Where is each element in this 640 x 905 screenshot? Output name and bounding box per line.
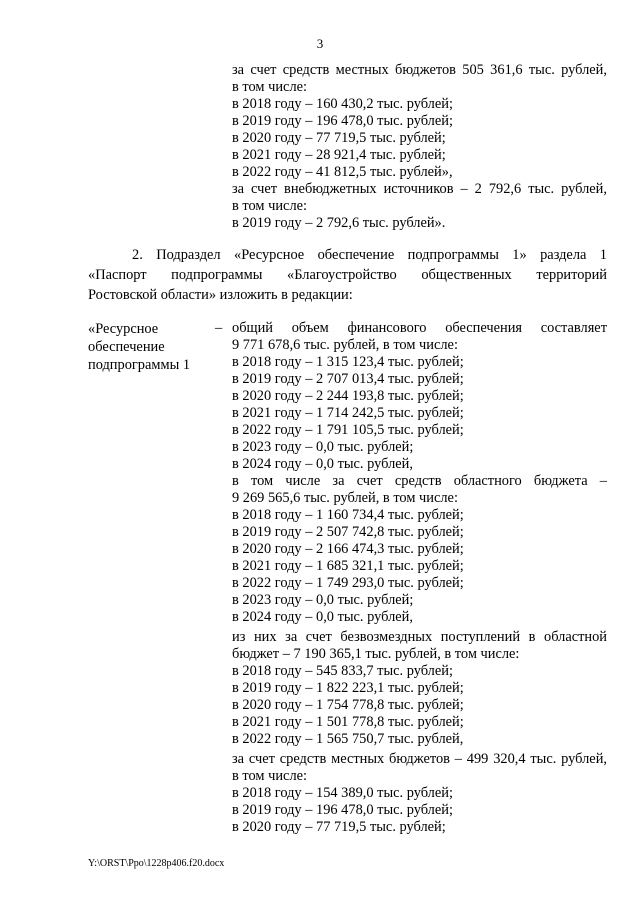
paragraph-line: Ростовской области» изложить в редакции: — [88, 287, 353, 303]
text-line: в 2024 году – 0,0 тыс. рублей, — [232, 456, 413, 472]
text-line: в 2018 году – 1 160 734,4 тыс. рублей; — [232, 507, 464, 523]
text-line: в 2020 году – 77 719,5 тыс. рублей; — [232, 819, 446, 835]
text-line: в 2024 году – 0,0 тыс. рублей, — [232, 609, 413, 625]
text-line: в 2020 году – 77 719,5 тыс. рублей; — [232, 130, 446, 146]
text-line: в том числе: — [232, 79, 308, 95]
text-line: в 2019 году – 196 478,0 тыс. рублей; — [232, 113, 453, 129]
text-line: в том числе: — [232, 768, 308, 784]
text-line: в 2020 году – 2 166 474,3 тыс. рублей; — [232, 541, 464, 557]
text-line: в том числе: — [232, 198, 308, 214]
text-line: в 2022 году – 1 749 293,0 тыс. рублей; — [232, 575, 464, 591]
text-line: в 2022 году – 41 812,5 тыс. рублей», — [232, 164, 453, 180]
text-line: в том числе за счет средств областного бюджета – — [232, 473, 607, 489]
text-line: 9 269 565,6 тыс. рублей, в том числе: — [232, 490, 458, 506]
text-line: 9 771 678,6 тыс. рублей, в том числе: — [232, 337, 458, 353]
text-line: в 2018 году – 1 315 123,4 тыс. рублей; — [232, 354, 464, 370]
text-line: в 2022 году – 1 565 750,7 тыс. рублей, — [232, 731, 464, 747]
section-label: обеспечение — [88, 339, 165, 355]
text-line: в 2021 году – 28 921,4 тыс. рублей; — [232, 147, 446, 163]
paragraph-line: 2. Подраздел «Ресурсное обеспечение подпрограммы 1» раздела 1 — [132, 247, 607, 263]
text-line: в 2023 году – 0,0 тыс. рублей; — [232, 592, 414, 608]
text-line: в 2018 году – 160 430,2 тыс. рублей; — [232, 96, 453, 112]
text-line: в 2023 году – 0,0 тыс. рублей; — [232, 439, 414, 455]
text-line: за счет внебюджетных источников – 2 792,6 тыс. рублей, — [232, 181, 607, 197]
text-line: в 2019 году – 2 707 013,4 тыс. рублей; — [232, 371, 464, 387]
text-line: общий объем финансового обеспечения составляет — [232, 320, 607, 336]
page-number: 3 — [316, 36, 324, 51]
text-line: бюджет – 7 190 365,1 тыс. рублей, в том числе: — [232, 646, 520, 662]
text-line: в 2019 году – 1 822 223,1 тыс. рублей; — [232, 680, 464, 696]
text-line: за счет средств местных бюджетов 505 361,6 тыс. рублей, — [232, 62, 607, 78]
section-label: «Ресурсное — [88, 321, 159, 337]
file-path-footer: Y:\ORST\Ppo\1228p406.f20.docx — [88, 858, 225, 869]
text-line: в 2020 году – 2 244 193,8 тыс. рублей; — [232, 388, 464, 404]
text-line: в 2021 году – 1 714 242,5 тыс. рублей; — [232, 405, 464, 421]
paragraph-line: «Паспорт подпрограммы «Благоустройство общественных территорий — [88, 267, 607, 283]
text-line: в 2019 году – 196 478,0 тыс. рублей; — [232, 802, 453, 818]
section-label: подпрограммы 1 — [88, 357, 191, 373]
text-line: в 2020 году – 1 754 778,8 тыс. рублей; — [232, 697, 464, 713]
text-line: в 2019 году – 2 792,6 тыс. рублей». — [232, 215, 446, 231]
text-line: за счет средств местных бюджетов – 499 320,4 тыс. рублей, — [232, 751, 607, 767]
text-line: в 2019 году – 2 507 742,8 тыс. рублей; — [232, 524, 464, 540]
text-line: в 2021 году – 1 685 321,1 тыс. рублей; — [232, 558, 464, 574]
label-dash: – — [215, 320, 223, 336]
text-line: в 2018 году – 154 389,0 тыс. рублей; — [232, 785, 453, 801]
text-line: в 2022 году – 1 791 105,5 тыс. рублей; — [232, 422, 464, 438]
text-line: из них за счет безвозмездных поступлений в областной — [232, 629, 607, 645]
text-line: в 2018 году – 545 833,7 тыс. рублей; — [232, 663, 453, 679]
text-line: в 2021 году – 1 501 778,8 тыс. рублей; — [232, 714, 464, 730]
